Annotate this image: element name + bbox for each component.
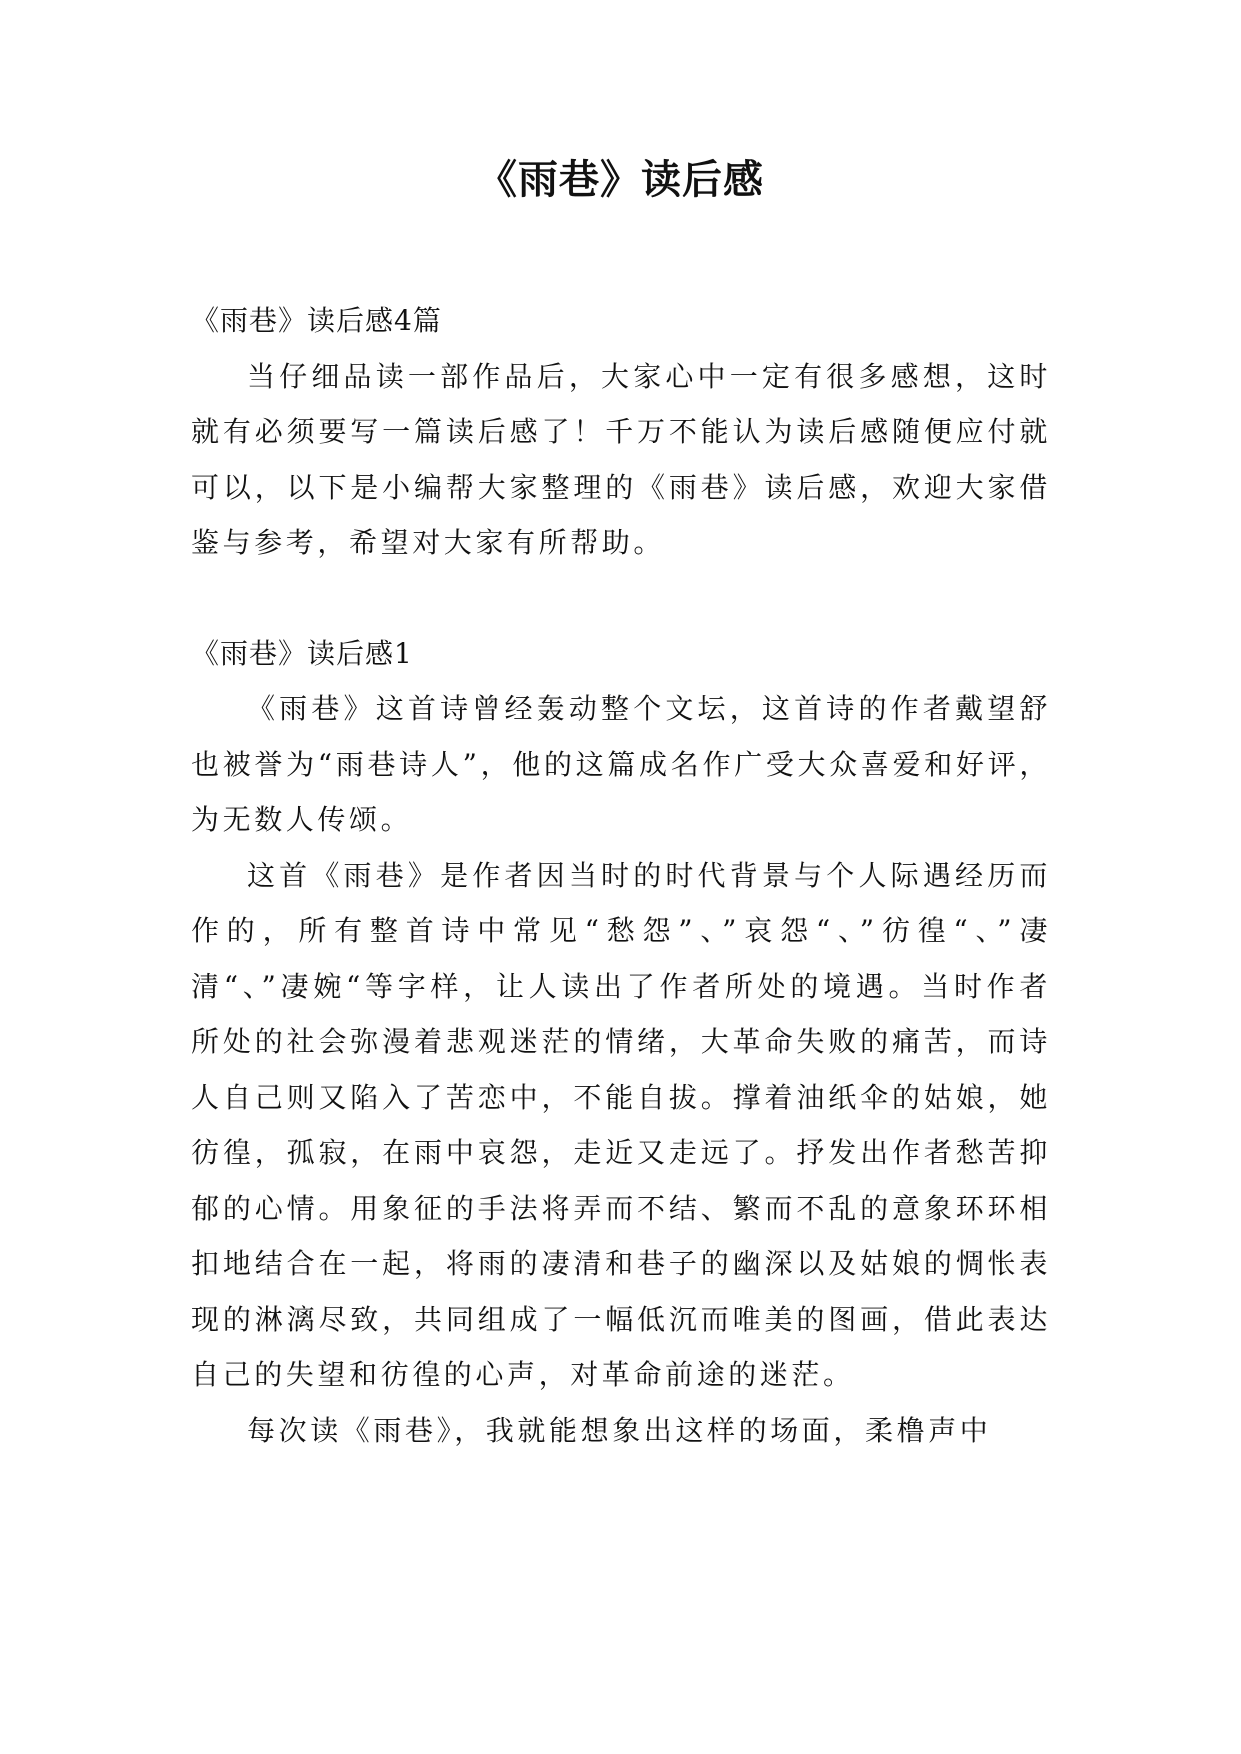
section1-paragraph: 每次读《雨巷》，我就能想象出这样的场面，柔橹声中 — [247, 1413, 992, 1447]
intro-paragraph: 当仔细品读一部作品后，大家心中一定有很多感想，这时就有必须要写一篇读后感了！千万不能认为读后感随便应付就可以，以下是小编帮大家整理的《雨巷》读后感，欢迎大家借鉴与参考，希望对大家有所帮助。 — [191, 359, 1051, 559]
section1-paragraph: 这首《雨巷》是作者因当时的时代背景与个人际遇经历而作的，所有整首诗中常见“愁怨”、”哀怨“、”彷徨“、”凄清“、”凄婉“等字样，让人读出了作者所处的境遇。当时作者所处的社会弥漫着悲观迷茫的情绪，大革命失败的痛苦，而诗人自己则又陷入了苦恋中，不能自拔。撑着油纸伞的姑娘，她彷徨，孤寂，在雨中哀怨，走近又走远了。抒发出作者愁苦抑郁的心情。用象征的手法将弄而不结、繁而不乱的意象环环相扣地结合在一起，将雨的凄清和巷子的幽深以及姑娘的惆怅表现的淋漓尽致，共同组成了一幅低沉而唯美的图画，借此表达自己的失望和彷徨的心声，对革命前途的迷茫。 — [191, 858, 1051, 1391]
section1-paragraph: 《雨巷》这首诗曾经轰动整个文坛，这首诗的作者戴望舒也被誉为“雨巷诗人”，他的这篇成名作广受大众喜爱和好评，为无数人传颂。 — [191, 692, 1051, 836]
intro-heading: 《雨巷》读后感4篇 — [191, 304, 442, 337]
section-spacer — [191, 571, 1051, 626]
document-body — [191, 293, 1051, 1458]
document-title: 《雨巷》读后感 — [477, 157, 764, 203]
section1-heading: 《雨巷》读后感1 — [191, 636, 413, 670]
